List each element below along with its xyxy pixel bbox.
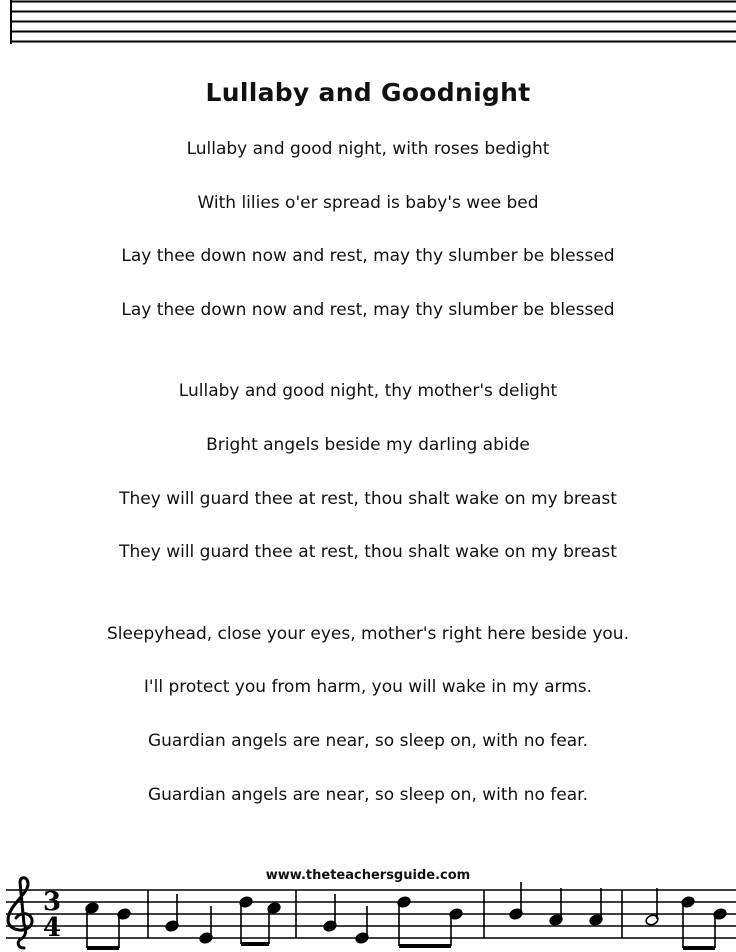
lyric-line: Lay thee down now and rest, may thy slumber be blessed: [121, 246, 615, 267]
lyric-line: Sleepyhead, close your eyes, mother's right here beside you.: [107, 623, 629, 644]
time-signature-bottom: 4: [42, 913, 62, 943]
lyric-line: Bright angels beside my darling abide: [206, 434, 530, 455]
lyric-line: Lay thee down now and rest, may thy slumber be blessed: [121, 299, 615, 320]
music-staff: [6, 890, 736, 938]
verse-2: [0, 378, 736, 592]
website-url: www.theteachersguide.com: [265, 868, 471, 883]
lyric-line: With lilies o'er spread is baby's wee bed: [197, 192, 539, 213]
decorative-staff-lines: [10, 0, 736, 48]
lyric-line: They will guard thee at rest, thou shalt wake on my breast: [119, 542, 617, 563]
lyric-line: Lullaby and good night, thy mother's delight: [178, 381, 558, 402]
verse-1: [0, 136, 736, 350]
lyric-line: Lullaby and good night, with roses bedight: [186, 139, 550, 159]
music-notation-footer: [0, 872, 736, 952]
lyric-line: They will guard thee at rest, thou shalt wake on my breast: [119, 488, 617, 509]
page-title: Lullaby and Goodnight: [205, 78, 531, 107]
lyric-line: Guardian angels are near, so sleep on, with no fear.: [147, 784, 589, 805]
verse-3: [0, 621, 736, 835]
lyric-line: I'll protect you from harm, you will wake in my arms.: [143, 677, 593, 698]
lyric-line: Guardian angels are near, so sleep on, with no fear.: [147, 730, 589, 751]
time-signature-top: 3: [42, 887, 62, 917]
lyrics: [0, 136, 736, 835]
